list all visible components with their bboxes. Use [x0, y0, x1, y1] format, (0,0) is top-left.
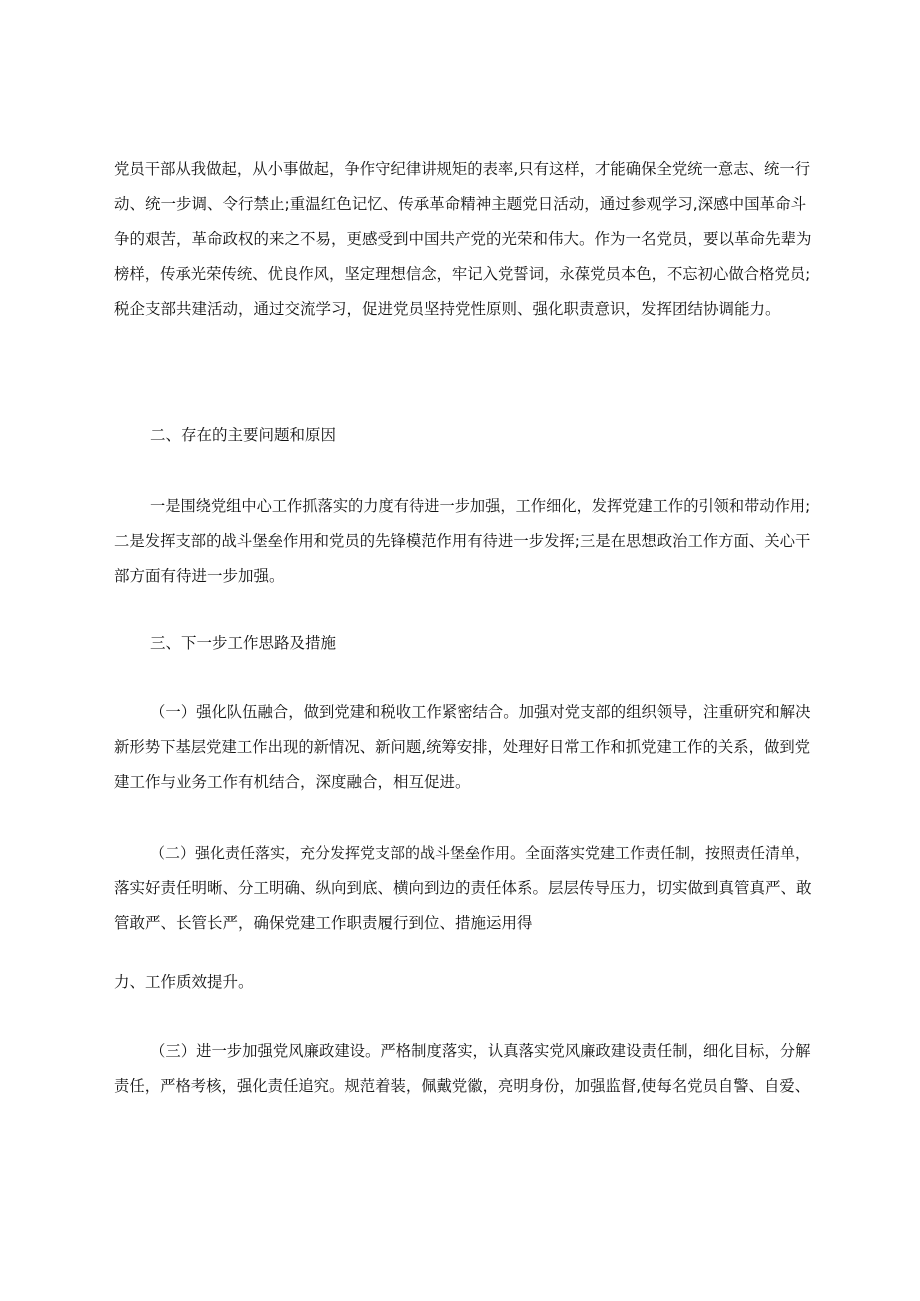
section-heading: 三、下一步工作思路及措施	[150, 634, 337, 652]
section-heading: 二、存在的主要问题和原因	[150, 426, 337, 444]
text-line: 党员干部从我做起，从小事做起，争作守纪律讲规矩的表率,只有这样，才能确保全党统一意志、统一行	[114, 160, 811, 178]
paragraph-measure-two-continued	[114, 965, 814, 1000]
text-line: （二）强化责任落实，充分发挥党支部的战斗堡垒作用。全面落实党建工作责任制，按照责任清单，	[150, 844, 811, 862]
text-line: 管敢严、长管长严，确保党建工作职责履行到位、措施运用得	[114, 914, 533, 932]
paragraph-problems	[114, 489, 814, 594]
text-line: 动、统一步调、令行禁止;重温红色记忆、传承革命精神主题党日活动，通过参观学习,深感中国革命斗	[114, 195, 807, 213]
text-line: （一）强化队伍融合，做到党建和税收工作紧密结合。加强对党支部的组织领导，注重研究和解决	[150, 703, 811, 721]
text-line: 税企支部共建活动，通过交流学习，促进党员坚持党性原则、强化职责意识，发挥团结协调能力。	[114, 300, 781, 318]
text-line: 二是发挥支部的战斗堡垒作用和党员的先锋模范作用有待进一步发挥;三是在思想政治工作方面、关心干	[114, 532, 811, 550]
text-line: 榜样，传承光荣传统、优良作风，坚定理想信念，牢记入党誓词，永葆党员本色，不忘初心做合格党员;	[114, 265, 811, 283]
text-line: 部方面有待进一步加强。	[114, 567, 285, 585]
text-line: 力、工作质效提升。	[114, 973, 254, 991]
text-line: 建工作与业务工作有机结合，深度融合，相互促进。	[114, 773, 471, 791]
paragraph-discipline	[114, 152, 814, 327]
section-heading-problems	[114, 418, 814, 453]
paragraph-measure-three	[114, 1034, 814, 1104]
text-line: 新形势下基层党建工作出现的新情况、新问题,统筹安排，处理好日常工作和抓党建工作的关系，做到党	[114, 738, 811, 756]
text-line: （三）进一步加强党风廉政建设。严格制度落实，认真落实党风廉政建设责任制，细化目标，分解	[150, 1042, 811, 1060]
text-line: 落实好责任明晰、分工明确、纵向到底、横向到边的责任体系。层层传导压力，切实做到真管真严、敢	[114, 879, 812, 897]
text-line: 一是围绕党组中心工作抓落实的力度有待进一步加强，工作细化，发挥党建工作的引领和带动作用;	[150, 497, 811, 515]
paragraph-measure-one	[114, 695, 814, 800]
text-line: 争的艰苦，革命政权的来之不易，更感受到中国共产党的光荣和伟大。作为一名党员，要以革命先辈为	[114, 230, 812, 248]
section-heading-measures	[114, 626, 814, 661]
text-line: 责任，严格考核，强化责任追究。规范着装，佩戴党徽，亮明身份，加强监督,使每名党员自警、自爱、	[114, 1077, 811, 1095]
paragraph-measure-two	[114, 836, 814, 941]
